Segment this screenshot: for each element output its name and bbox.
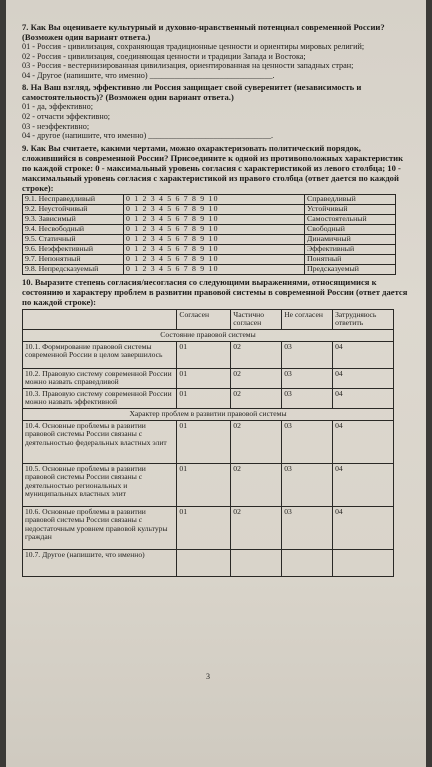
answer-cell[interactable]: 04 (333, 368, 394, 388)
question-7-title: 7. Как Вы оцениваете культурный и духовно-нравственный потенциал современной России? (Возможен один вариант ответа.) (22, 22, 385, 42)
q8-option-1: 01 - да, эффективно; (22, 102, 94, 112)
statement-cell: 10.1. Формирование правовой системы современной России в целом завершилось (23, 341, 177, 368)
scale-values[interactable]: 0 1 2 3 4 5 6 7 8 9 10 (124, 214, 305, 224)
scale-left-label: 9.8. Непредсказуемый (23, 264, 124, 274)
scale-right-label: Понятный (305, 254, 396, 264)
answer-cell[interactable]: 03 (282, 420, 333, 463)
scale-values[interactable]: 0 1 2 3 4 5 6 7 8 9 10 (124, 254, 305, 264)
scale-row (23, 224, 396, 234)
scale-left-label: 9.5. Статичный (23, 234, 124, 244)
scale-left-label: 9.1. Несправедливый (23, 194, 124, 204)
table-row (23, 506, 394, 549)
q9-scale-table (22, 194, 396, 275)
question-9-title: 9. Как Вы считаете, какими чертами, можно охарактеризовать политический порядок, сложившийся в современной России? Присоедините к одной из противоположных характеристик по каждой строке: 0 - максимальный уровень согласия с характеристикой из левого столбца; 10 - максимальный уровень согласия с характеристикой из правого столбца (ответ дается по каждой строке): (22, 142, 404, 193)
answer-cell[interactable]: 03 (282, 388, 333, 408)
blank-cell[interactable] (333, 549, 394, 576)
table-row (23, 368, 394, 388)
scale-right-label: Самостоятельный (305, 214, 396, 224)
answer-cell[interactable]: 02 (231, 368, 282, 388)
table-row (23, 463, 394, 506)
answer-cell[interactable]: 02 (231, 341, 282, 368)
blank-cell[interactable] (177, 549, 231, 576)
statement-cell: 10.4. Основные проблемы в развитии правовой системы России связаны с деятельностью федеральных властных элит (23, 420, 177, 463)
answer-cell[interactable]: 01 (177, 463, 231, 506)
scale-right-label: Эффективный (305, 244, 396, 254)
q8-option-3: 03 - неэффективно; (22, 121, 90, 131)
scale-row (23, 244, 396, 254)
q8-option-4: 04 - другое (напишите, что именно) ______________________________. (22, 131, 274, 141)
q7-option-4: 04 - Другое (напишите, что именно) ______________________________. (22, 70, 275, 80)
answer-cell[interactable]: 04 (333, 463, 394, 506)
answer-cell[interactable]: 03 (282, 463, 333, 506)
scale-values[interactable]: 0 1 2 3 4 5 6 7 8 9 10 (124, 204, 305, 214)
scale-right-label: Справедливый (305, 194, 396, 204)
answer-cell[interactable]: 01 (177, 368, 231, 388)
page-number: 3 (206, 672, 210, 681)
statement-cell-other: 10.7. Другое (напишите, что именно) (23, 549, 177, 576)
table-row (23, 388, 394, 408)
scale-row (23, 234, 396, 244)
q8-option-2: 02 - отчасти эффективно; (22, 111, 111, 121)
scale-row (23, 264, 396, 274)
answer-cell[interactable]: 04 (333, 388, 394, 408)
scale-values[interactable]: 0 1 2 3 4 5 6 7 8 9 10 (124, 194, 305, 204)
scale-right-label: Устойчивый (305, 204, 396, 214)
answer-cell[interactable]: 01 (177, 506, 231, 549)
answer-cell[interactable]: 01 (177, 420, 231, 463)
scale-values[interactable]: 0 1 2 3 4 5 6 7 8 9 10 (124, 244, 305, 254)
answer-cell[interactable]: 03 (282, 341, 333, 368)
answer-cell[interactable]: 04 (333, 341, 394, 368)
blank-cell[interactable] (282, 549, 333, 576)
answer-cell[interactable]: 02 (231, 463, 282, 506)
section-title: Состояние правовой системы (23, 329, 394, 341)
section-row (23, 408, 394, 420)
question-8-title: 8. На Ваш взгляд, эффективно ли Россия защищает свой суверенитет (независимость и самостоятельность)? (Возможен один вариант ответа.) (22, 82, 362, 103)
q10-header-blank (23, 309, 177, 329)
scale-values[interactable]: 0 1 2 3 4 5 6 7 8 9 10 (124, 224, 305, 234)
section-title: Характер проблем в развитии правовой системы (23, 408, 394, 420)
answer-cell[interactable]: 02 (231, 388, 282, 408)
answer-cell[interactable]: 02 (231, 506, 282, 549)
scale-row (23, 204, 396, 214)
document-page (6, 0, 426, 767)
scale-values[interactable]: 0 1 2 3 4 5 6 7 8 9 10 (124, 264, 305, 274)
scale-left-label: 9.2. Неустойчивый (23, 204, 124, 214)
answer-cell[interactable]: 02 (231, 420, 282, 463)
question-10-title: 10. Выразите степень согласия/несогласия со следующими выражениями, относящимися к состоянию и характеру проблем в развитии правовой системы в современной России (ответ дается по каждой строке): (22, 276, 408, 307)
statement-cell: 10.2. Правовую систему современной России можно назвать справедливой (23, 368, 177, 388)
answer-cell[interactable]: 04 (333, 420, 394, 463)
scale-values[interactable]: 0 1 2 3 4 5 6 7 8 9 10 (124, 234, 305, 244)
statement-cell: 10.5. Основные проблемы в развитии правовой системы России связаны с деятельностью региональных и муниципальных властных элит (23, 463, 177, 506)
scale-left-label: 9.7. Непонятный (23, 254, 124, 264)
scale-right-label: Предсказуемый (305, 264, 396, 274)
q7-option-1: 01 - Россия - цивилизация, сохраняющая традиционные ценности и ориентиры мировых религий; (22, 42, 365, 51)
table-row (23, 420, 394, 463)
scale-left-label: 9.4. Несвободный (23, 224, 124, 234)
table-row-other (23, 549, 394, 576)
section-row (23, 329, 394, 341)
statement-cell: 10.6. Основные проблемы в развитии правовой системы России связаны с недостаточным уровнем правовой культуры граждан (23, 506, 177, 549)
scale-left-label: 9.6. Неэффективный (23, 244, 124, 254)
q7-option-3: 03 - Россия - вестернизированная цивилизация, ориентированная на ценности западных стран; (22, 61, 354, 71)
q10-header-row (23, 309, 394, 329)
scale-row (23, 214, 396, 224)
table-row (23, 341, 394, 368)
scale-left-label: 9.3. Зависимый (23, 214, 124, 224)
q10-header-partly: Частично согласен (231, 309, 282, 329)
scale-right-label: Динамичный (305, 234, 396, 244)
answer-cell[interactable]: 03 (282, 368, 333, 388)
scale-row (23, 194, 396, 204)
scale-right-label: Свободный (305, 224, 396, 234)
q10-header-agree: Согласен (177, 309, 231, 329)
answer-cell[interactable]: 03 (282, 506, 333, 549)
q10-header-unsure: Затрудняюсь ответить (333, 309, 394, 329)
scale-row (23, 254, 396, 264)
q10-agreement-table (22, 309, 394, 577)
q7-option-2: 02 - Россия - цивилизация, соединяющая ценности и традиции Запада и Востока; (22, 51, 306, 61)
answer-cell[interactable]: 01 (177, 388, 231, 408)
answer-cell[interactable]: 01 (177, 341, 231, 368)
answer-cell[interactable]: 04 (333, 506, 394, 549)
statement-cell: 10.3. Правовую систему современной России можно назвать эффективной (23, 388, 177, 408)
q10-header-disagree: Не согласен (282, 309, 333, 329)
blank-cell[interactable] (231, 549, 282, 576)
